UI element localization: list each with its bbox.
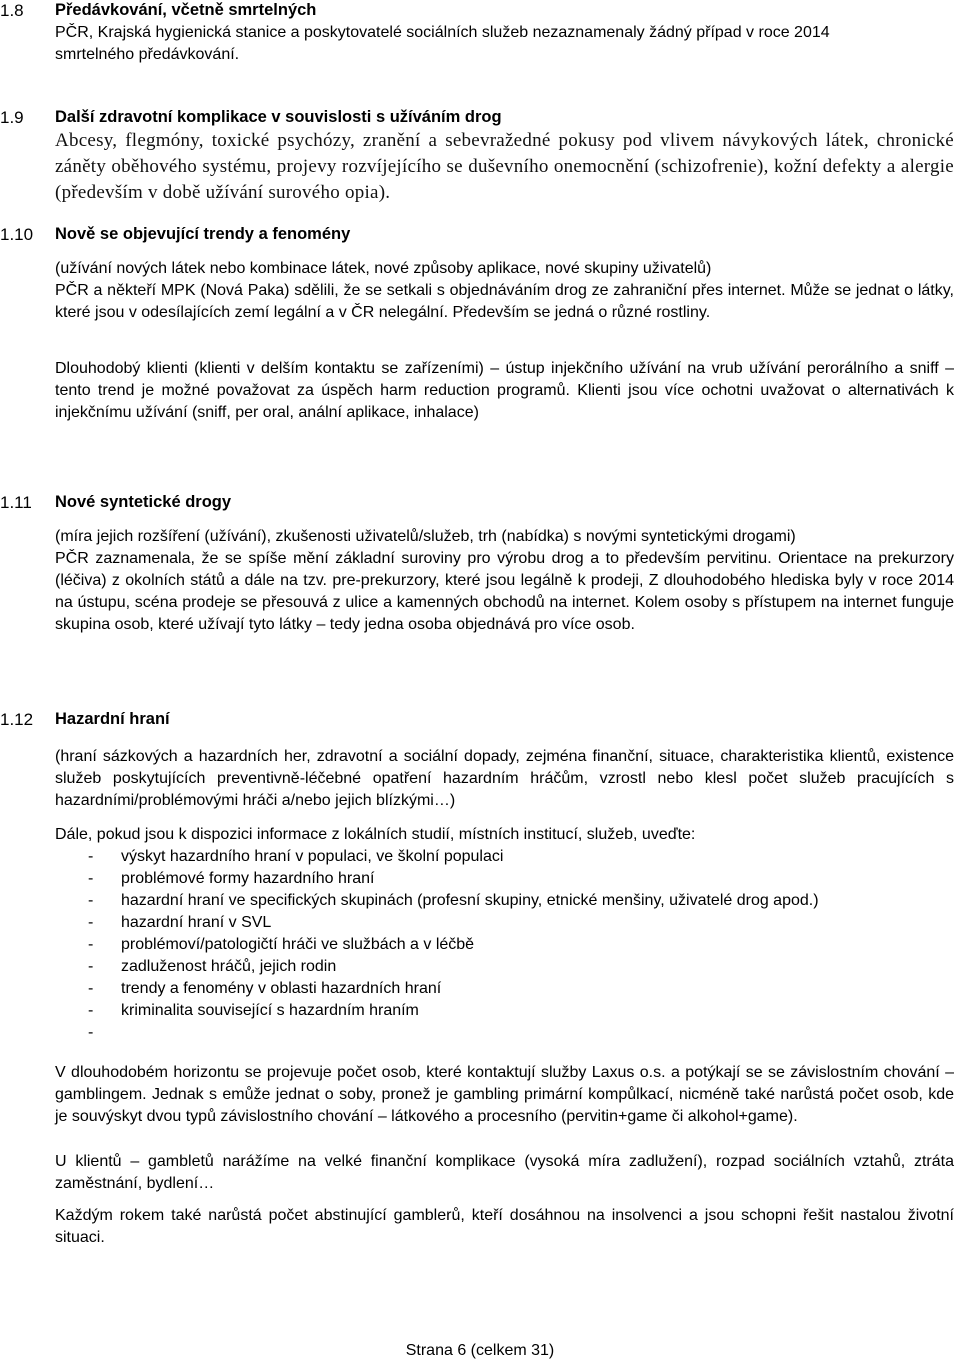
section-para-1-12-b: U klientů – gambletů narážíme na velké finanční komplikace (vysoká míra zadlužení), rozpad sociálních vztahů, ztráta zaměstnání, bydlení…	[55, 1153, 954, 1192]
list-dash: -	[88, 1002, 94, 1019]
section-lead-1-12: Dále, pokud jsou k dispozici informace z lokálních studií, místních institucí, služeb, uveďte:	[55, 826, 696, 843]
section-body-1-8	[55, 22, 954, 66]
list-item-text: problémové formy hazardního hraní	[121, 870, 375, 887]
section-number-1-10: 1.10	[0, 225, 34, 244]
section-para-1-10-a: PČR a někteří MPK (Nová Paka) sdělili, že se setkali s objednáváním drog ze zahraniční přes internet. Může se jednat o látky, které jsou v odesílajících zemí legální a v ČR nelegální. Především se jedná o různé rostliny.	[55, 282, 954, 321]
section-body-1-9: Abcesy, flegmóny, toxické psychózy, zranění a sebevražedné pokusy pod vlivem návykových látek, chronické záněty oběhového systému, projevy rozvíjejícího se duševního onemocnění (schizofrenie), kožní defekty a alergie (především v době užívání surového opia).	[55, 130, 954, 203]
section-number-1-9: 1.9	[0, 108, 24, 127]
section-title-1-11: Nové syntetické drogy	[55, 493, 232, 511]
section-number-1-12: 1.12	[0, 710, 34, 729]
section-title-1-12: Hazardní hraní	[55, 710, 170, 728]
list-item-text: kriminalita související s hazardním hraním	[121, 1002, 419, 1019]
section-title-1-10: Nově se objevující trendy a fenomény	[55, 225, 351, 243]
section-line: smrtelného předávkování.	[55, 46, 240, 63]
section-title-1-9: Další zdravotní komplikace v souvislosti s užíváním drog	[55, 108, 502, 126]
list-item-text: výskyt hazardního hraní v populaci, ve školní populaci	[121, 848, 504, 865]
section-para-1-12-c: Každým rokem také narůstá počet abstinující gamblerů, kteří dosáhnou na insolvenci a jsou schopni řešit nastalou životní situaci.	[55, 1207, 954, 1246]
list-item-text: hazardní hraní ve specifických skupinách (profesní skupiny, etnické menšiny, uživatelé drog apod.)	[121, 892, 819, 909]
section-para-1-10-b: Dlouhodobý klienti (klienti v delším kontaktu se zařízeními) – ústup injekčního užívání na vrub užívání perorálního a sniff – tento trend je možné považovat za úspěch harm reduction programů. Klienti jsou více ochotni uvažovat o alternativách k injekčnímu užívání (sniff, per oral, anální aplikace, inhalace)	[55, 360, 954, 421]
list-dash: -	[88, 848, 94, 865]
section-intro-1-10: (užívání nových látek nebo kombinace látek, nové způsoby aplikace, nové skupiny uživatelů)	[55, 260, 712, 277]
list-item-text: zadluženost hráčů, jejich rodin	[121, 958, 337, 975]
section-para-1-11: PČR zaznamenala, že se spíše mění základní suroviny pro výrobu drog a to především pervitinu. Orientace na prekurzory (léčiva) z okolních států a dále na tzv. pre-prekurzory, které jsou legálně k prodeji, Z dlouhodobého hlediska byly v roce 2014 na ústupu, scéna prodeje se přesouvá z ulice a kamenných obchodů na internet. Kolem osoby s přístupem na internet funguje skupina osob, které užívají tyto látky – tedy jedna osoba objednává pro více osob.	[55, 550, 954, 633]
list-dash: -	[88, 914, 94, 931]
list-item-text: trendy a fenomény v oblasti hazardních hraní	[121, 980, 442, 997]
section-para-1-12-a: V dlouhodobém horizontu se projevuje počet osob, které kontaktují služby Laxus o.s. a potýkají se se závislostním chování – gamblingem. Jednak s emůže jednat o soby, pronež je gambling primární kompůlkací, nicméně také narůstá počet osob, kde je souvýskyt dvou typů závislostního chování – látkového a procesního (pervitin+game či alkohol+game).	[55, 1064, 954, 1125]
list-dash: -	[88, 958, 94, 975]
list-dash: -	[88, 1024, 94, 1041]
list-dash: -	[88, 870, 94, 887]
list-dash: -	[88, 936, 94, 953]
section-line: PČR, Krajská hygienická stanice a poskytovatelé sociálních služeb nezaznamenaly žádný případ v roce 2014	[55, 24, 830, 41]
section-number-1-8: 1.8	[0, 1, 24, 20]
section-title-1-8: Předávkování, včetně smrtelných	[55, 1, 317, 19]
list-item-text: problémoví/patologičtí hráči ve službách a v léčbě	[121, 936, 475, 953]
page-footer: Strana 6 (celkem 31)	[405, 1342, 555, 1359]
section-number-1-11: 1.11	[0, 493, 32, 512]
list-dash: -	[88, 980, 94, 997]
section-intro-1-11: (míra jejich rozšíření (užívání), zkušenosti uživatelů/služeb, trh (nabídka) s novými syntetickými drogami)	[55, 528, 796, 545]
section-intro-1-12: (hraní sázkových a hazardních her, zdravotní a sociální dopady, zejména finanční, situace, charakteristika klientů, existence služeb poskytujících preventivně-léčebné opatření hazardním hráčům, vzrostl nebo klesl počet služeb pracujících s hazardními/problémovými hráči a/nebo jejich blízkými…)	[55, 748, 954, 809]
list-item-text: hazardní hraní v SVL	[121, 914, 272, 931]
list-dash: -	[88, 892, 94, 909]
